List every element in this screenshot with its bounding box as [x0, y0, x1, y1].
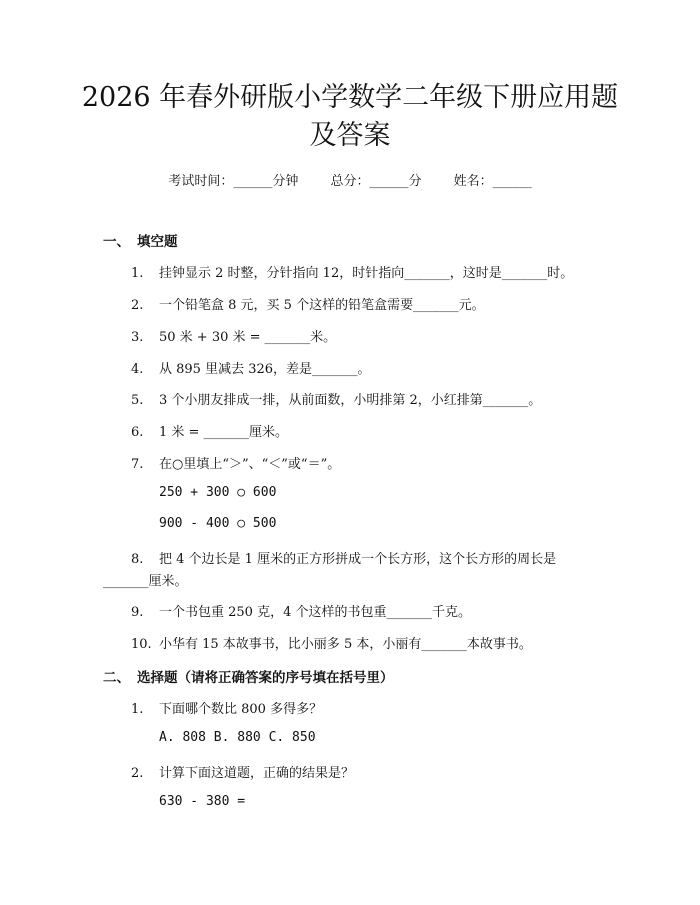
total-score-field: 总分：______分 — [330, 174, 422, 189]
question-number: 7. — [131, 457, 144, 472]
question-text: 一个书包重 250 克，4 个这样的书包重_______千克。 — [159, 605, 471, 620]
question-item — [131, 601, 471, 620]
section-title: 选择题（请将正确答案的序号填在括号里） — [137, 670, 394, 686]
question-number: 1. — [131, 702, 144, 717]
question-number: 5. — [131, 393, 144, 408]
section-heading-fill-in — [103, 230, 178, 250]
question-text: 在○里填上“＞”、“＜”或“＝”。 — [159, 457, 341, 472]
question-item — [131, 421, 288, 440]
question-text: 把 4 个边长是 1 厘米的正方形拼成一个长方形，这个长方形的周长是 — [159, 552, 557, 567]
question-item — [131, 326, 336, 345]
calculation-line: 630 - 380 = — [159, 794, 246, 809]
comparison-line: 900 - 400 ○ 500 — [159, 516, 277, 531]
question-number: 6. — [131, 425, 144, 440]
question-item — [131, 633, 532, 652]
question-item — [131, 453, 340, 472]
question-text-continued: _______厘米。 — [103, 574, 188, 589]
section-title: 填空题 — [137, 234, 178, 250]
question-text: 50 米 + 30 米 = _______米。 — [159, 330, 337, 345]
exam-time-field: 考试时间：______分钟 — [168, 174, 299, 189]
section-number: 二、 — [103, 670, 130, 686]
question-text: 下面哪个数比 800 多得多？ — [159, 702, 323, 717]
question-number: 8. — [131, 552, 144, 567]
question-text: 从 895 里减去 326，差是_______。 — [159, 362, 371, 377]
question-number: 9. — [131, 605, 144, 620]
question-text: 1 米 = _______厘米。 — [159, 425, 289, 440]
question-text: 计算下面这道题，正确的结果是？ — [159, 766, 355, 781]
question-number: 3. — [131, 330, 144, 345]
question-text: 挂钟显示 2 时整，分针指向 12，时针指向_______，这时是_______时。 — [159, 266, 574, 281]
question-number: 10. — [131, 637, 152, 652]
section-number: 一、 — [103, 234, 130, 250]
exam-meta — [0, 170, 700, 189]
question-number: 2. — [131, 766, 144, 781]
student-name-field: 姓名：______ — [453, 174, 532, 189]
comparison-line: 250 + 300 ○ 600 — [159, 485, 277, 500]
question-item — [131, 548, 556, 567]
question-number: 4. — [131, 362, 144, 377]
question-text: 3 个小朋友排成一排，从前面数，小明排第 2，小红排第_______。 — [159, 393, 542, 408]
question-item — [131, 294, 485, 313]
question-text: 一个铅笔盒 8 元，买 5 个这样的铅笔盒需要_______元。 — [159, 298, 485, 313]
page-title: 2026 年春外研版小学数学二年级下册应用题 — [81, 82, 619, 113]
answer-options: A. 808 B. 880 C. 850 — [159, 730, 316, 745]
question-item — [131, 698, 322, 717]
page-title-continued: 及答案 — [309, 120, 391, 151]
question-item — [131, 389, 541, 408]
section-heading-choice — [103, 666, 394, 686]
question-item — [131, 358, 371, 377]
question-text: 小华有 15 本故事书，比小丽多 5 本，小丽有_______本故事书。 — [159, 637, 532, 652]
question-number: 1. — [131, 266, 144, 281]
question-number: 2. — [131, 298, 144, 313]
question-item — [131, 262, 573, 281]
question-item — [131, 762, 354, 781]
